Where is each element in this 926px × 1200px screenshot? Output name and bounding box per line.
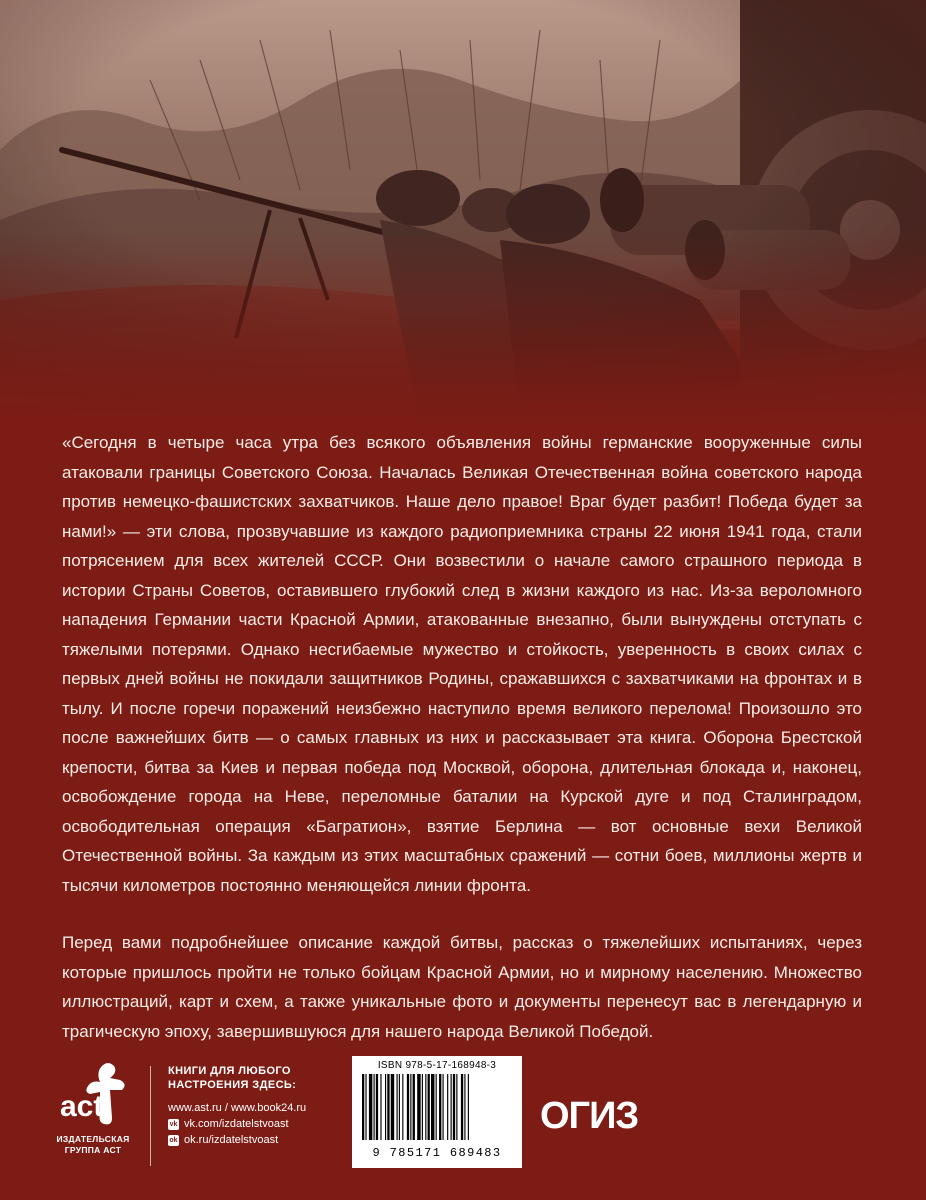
barcode-bars [360, 1072, 514, 1142]
barcode-bar [380, 1074, 381, 1140]
websites-link[interactable]: www.ast.ru / www.book24.ru [168, 1102, 307, 1114]
barcode-bar [464, 1074, 465, 1140]
barcode-bar [391, 1074, 394, 1140]
barcode-bar [451, 1074, 452, 1140]
ast-caption-line-1: ИЗДАТЕЛЬСКАЯ [56, 1134, 130, 1144]
barcode-bar [422, 1074, 423, 1140]
barcode-bar [413, 1074, 415, 1140]
barcode-bar [468, 1074, 469, 1140]
ok-link[interactable] [168, 1132, 348, 1148]
footer-divider [150, 1066, 151, 1166]
barcode-bar [399, 1074, 400, 1140]
barcode-bar [369, 1074, 372, 1140]
ok-icon: ok [169, 1136, 178, 1144]
tagline-line-2: НАСТРОЕНИЯ ЗДЕСЬ: [168, 1079, 297, 1091]
publisher-info [168, 1064, 348, 1148]
ast-caption [52, 1134, 134, 1156]
vk-link-text: vk.com/izdatelstvoast [184, 1118, 289, 1130]
barcode-bar [428, 1074, 430, 1140]
barcode-bar [417, 1074, 420, 1140]
ogiz-logo-icon [540, 1092, 648, 1136]
barcode-bar [362, 1074, 364, 1140]
barcode-bar [443, 1074, 444, 1140]
ok-link-text: ok.ru/izdatelstvoast [184, 1134, 279, 1146]
barcode-bar [402, 1074, 403, 1140]
barcode-bar [436, 1074, 437, 1140]
barcode-bar [453, 1074, 455, 1140]
ogiz-logo-text: ОГИЗ [540, 1095, 639, 1136]
ast-caption-line-2: ГРУППА АСТ [64, 1145, 122, 1155]
cover-photo-illustration [0, 0, 926, 420]
barcode-bar [376, 1074, 378, 1140]
cover-photo [0, 0, 926, 420]
barcode-bar [456, 1074, 457, 1140]
tagline-line-1: КНИГИ ДЛЯ ЛЮБОГО [168, 1065, 291, 1077]
barcode-bar [374, 1074, 375, 1140]
vk-icon: vk [169, 1120, 178, 1128]
barcode-bar [397, 1074, 398, 1140]
ast-logo [52, 1060, 134, 1156]
barcode-bar [410, 1074, 411, 1140]
barcode-bar [425, 1074, 426, 1140]
barcode-bar [431, 1074, 434, 1140]
annotation-paragraph-2: Перед вами подробнейшее описание каждой битвы, рассказ о тяжелейших испытаниях, через которые пришлось пройти не только бойцам Красной Армии, но и мирному населению. Множество иллюстраций, карт и схем, а также уникальные фото и документы перенесут вас в легендарную и трагическую эпоху, завершившуюся для нашего народа Великой Победой. [62, 933, 862, 1041]
barcode [352, 1056, 522, 1168]
annotation-text [62, 428, 862, 1046]
barcode-bar [365, 1074, 366, 1140]
barcode-digits: 9 785171 689483 [372, 1146, 502, 1160]
barcode-bar [407, 1074, 409, 1140]
barcode-bar [387, 1074, 389, 1140]
cover-footer [0, 1050, 926, 1200]
isbn-label: ISBN 978-5-17-168948-3 [377, 1060, 497, 1071]
annotation-paragraph-1: «Сегодня в четыре часа утра без всякого объявления войны германские вооруженные силы атаковали границы Советского Союза. Началась Великая Отечественная война советского народа против немецко-фашистских захватчиков. Наше дело правое! Враг будет разбит! Победа будет за нами!» — эти слова, прозвучавшие из каждого радиоприемника страны 22 июня 1941 года, стали потрясением для всех жителей СССР. Они возвестили о начале самого страшного периода в истории Страны Советов, оставившего глубокий след в жизни каждого из нас. Из-за вероломного нападения Германии части Красной Армии, атакованные внезапно, были вынуждены отступать с тяжелыми потерями. Однако несгибаемые мужество и стойкость, уверенность в своих силах с первых дней войны не покидали защитников Родины, сражавшихся с захватчиками на фронтах и в тылу. И после горечи поражений неизбежно наступило время великого перелома! Произошло это после важнейших битв — о самых главных из них и рассказывает эта книга. Оборона Брестской крепости, битва за Киев и первая победа под Москвой, оборона, длительная блокада и, наконец, освобождение города на Неве, переломные баталии на Курской дуге и под Сталинградом, освободительная операция «Багратион», взятие Берлина — вот основные вехи Великой Отечественной войны. За каждым из этих масштабных сражений — сотни боев, миллионы жертв и тысячи километров постоянно меняющейся линии фронта. [62, 433, 862, 895]
vk-link[interactable] [168, 1116, 348, 1132]
barcode-bar [439, 1074, 441, 1140]
ast-logo-text: act [60, 1090, 104, 1123]
barcode-bar [385, 1074, 386, 1140]
ast-logo-icon [58, 1060, 128, 1132]
barcode-bar [461, 1074, 463, 1140]
ogiz-logo [540, 1092, 648, 1141]
barcode-bar [447, 1074, 448, 1140]
